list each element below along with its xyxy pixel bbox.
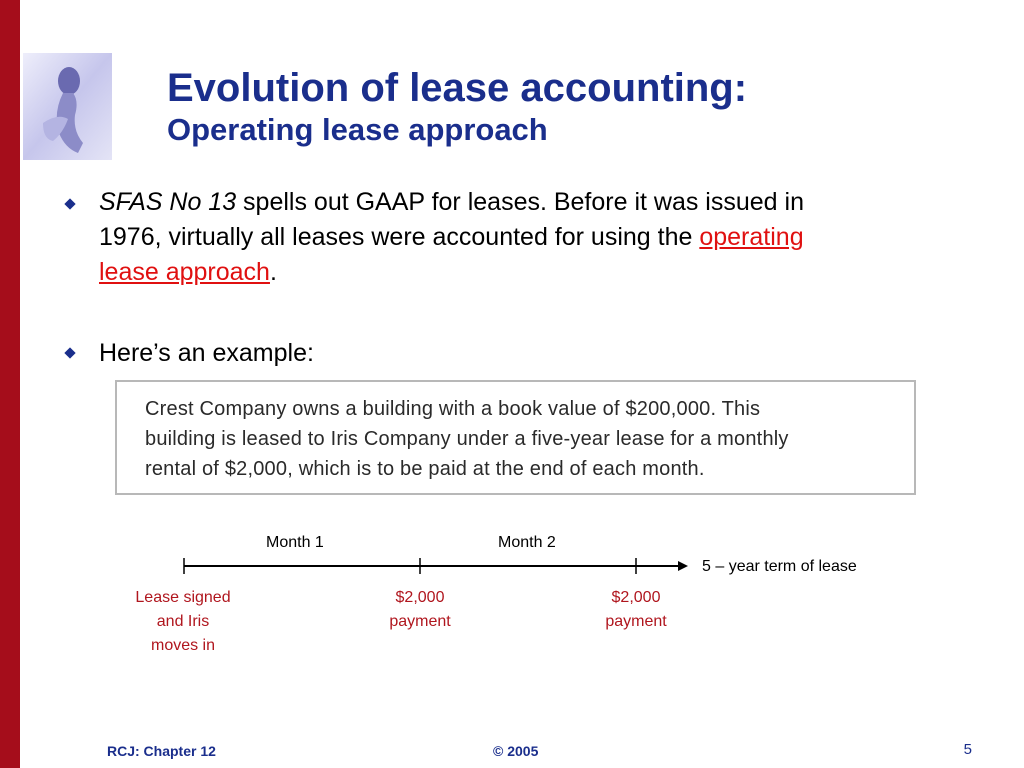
month-2-label: Month 2: [498, 534, 556, 551]
page-number: 5: [963, 741, 972, 758]
diamond-bullet-icon: [64, 347, 75, 358]
bullet-text-part: 1976, virtually all leases were accounted for using the: [99, 223, 700, 251]
operating-lease-link-cont[interactable]: lease approach: [99, 258, 270, 286]
caption-line: $2,000: [611, 589, 661, 606]
caption-line: $2,000: [395, 589, 445, 606]
bullet-sfas: [99, 185, 929, 290]
footer-copyright: © 2005: [493, 743, 539, 759]
bullet-line: [99, 185, 929, 220]
sfas-reference: SFAS No 13: [99, 188, 237, 216]
payment-1-caption: [370, 586, 470, 634]
lease-signed-caption: [113, 586, 253, 658]
diamond-bullet-icon: [64, 198, 75, 209]
caption-line: moves in: [150, 637, 216, 654]
caption-line: and Iris: [156, 613, 210, 630]
caption-line: payment: [389, 613, 451, 630]
example-line: Crest Company owns a building with a book value of $200,000. This: [145, 398, 761, 420]
bullet-text-part: spells out GAAP for leases. Before it was issued in: [236, 188, 804, 216]
lease-term-label: 5 – year term of lease: [702, 558, 857, 575]
operating-lease-link[interactable]: operating: [699, 223, 804, 251]
month-1-label: Month 1: [266, 534, 324, 551]
bullet-line: [99, 255, 929, 290]
example-box: [115, 380, 916, 495]
payment-2-caption: [586, 586, 686, 634]
timeline-arrowhead: [678, 561, 688, 571]
thinking-figure-logo: [23, 53, 112, 160]
bullet-period: .: [269, 258, 277, 286]
caption-line: payment: [605, 613, 667, 630]
bullet-example: Here’s an example:: [99, 339, 314, 367]
slide-title: Evolution of lease accounting:: [167, 66, 748, 110]
footer-chapter: RCJ: Chapter 12: [107, 743, 216, 759]
example-line: rental of $2,000, which is to be paid at the end of each month.: [145, 458, 705, 480]
caption-line: Lease signed: [135, 589, 231, 606]
example-line: building is leased to Iris Company under a five-year lease for a monthly: [145, 428, 789, 450]
accent-bar: [0, 0, 20, 768]
slide-subtitle: Operating lease approach: [167, 112, 548, 147]
bullet-line: [99, 220, 929, 255]
